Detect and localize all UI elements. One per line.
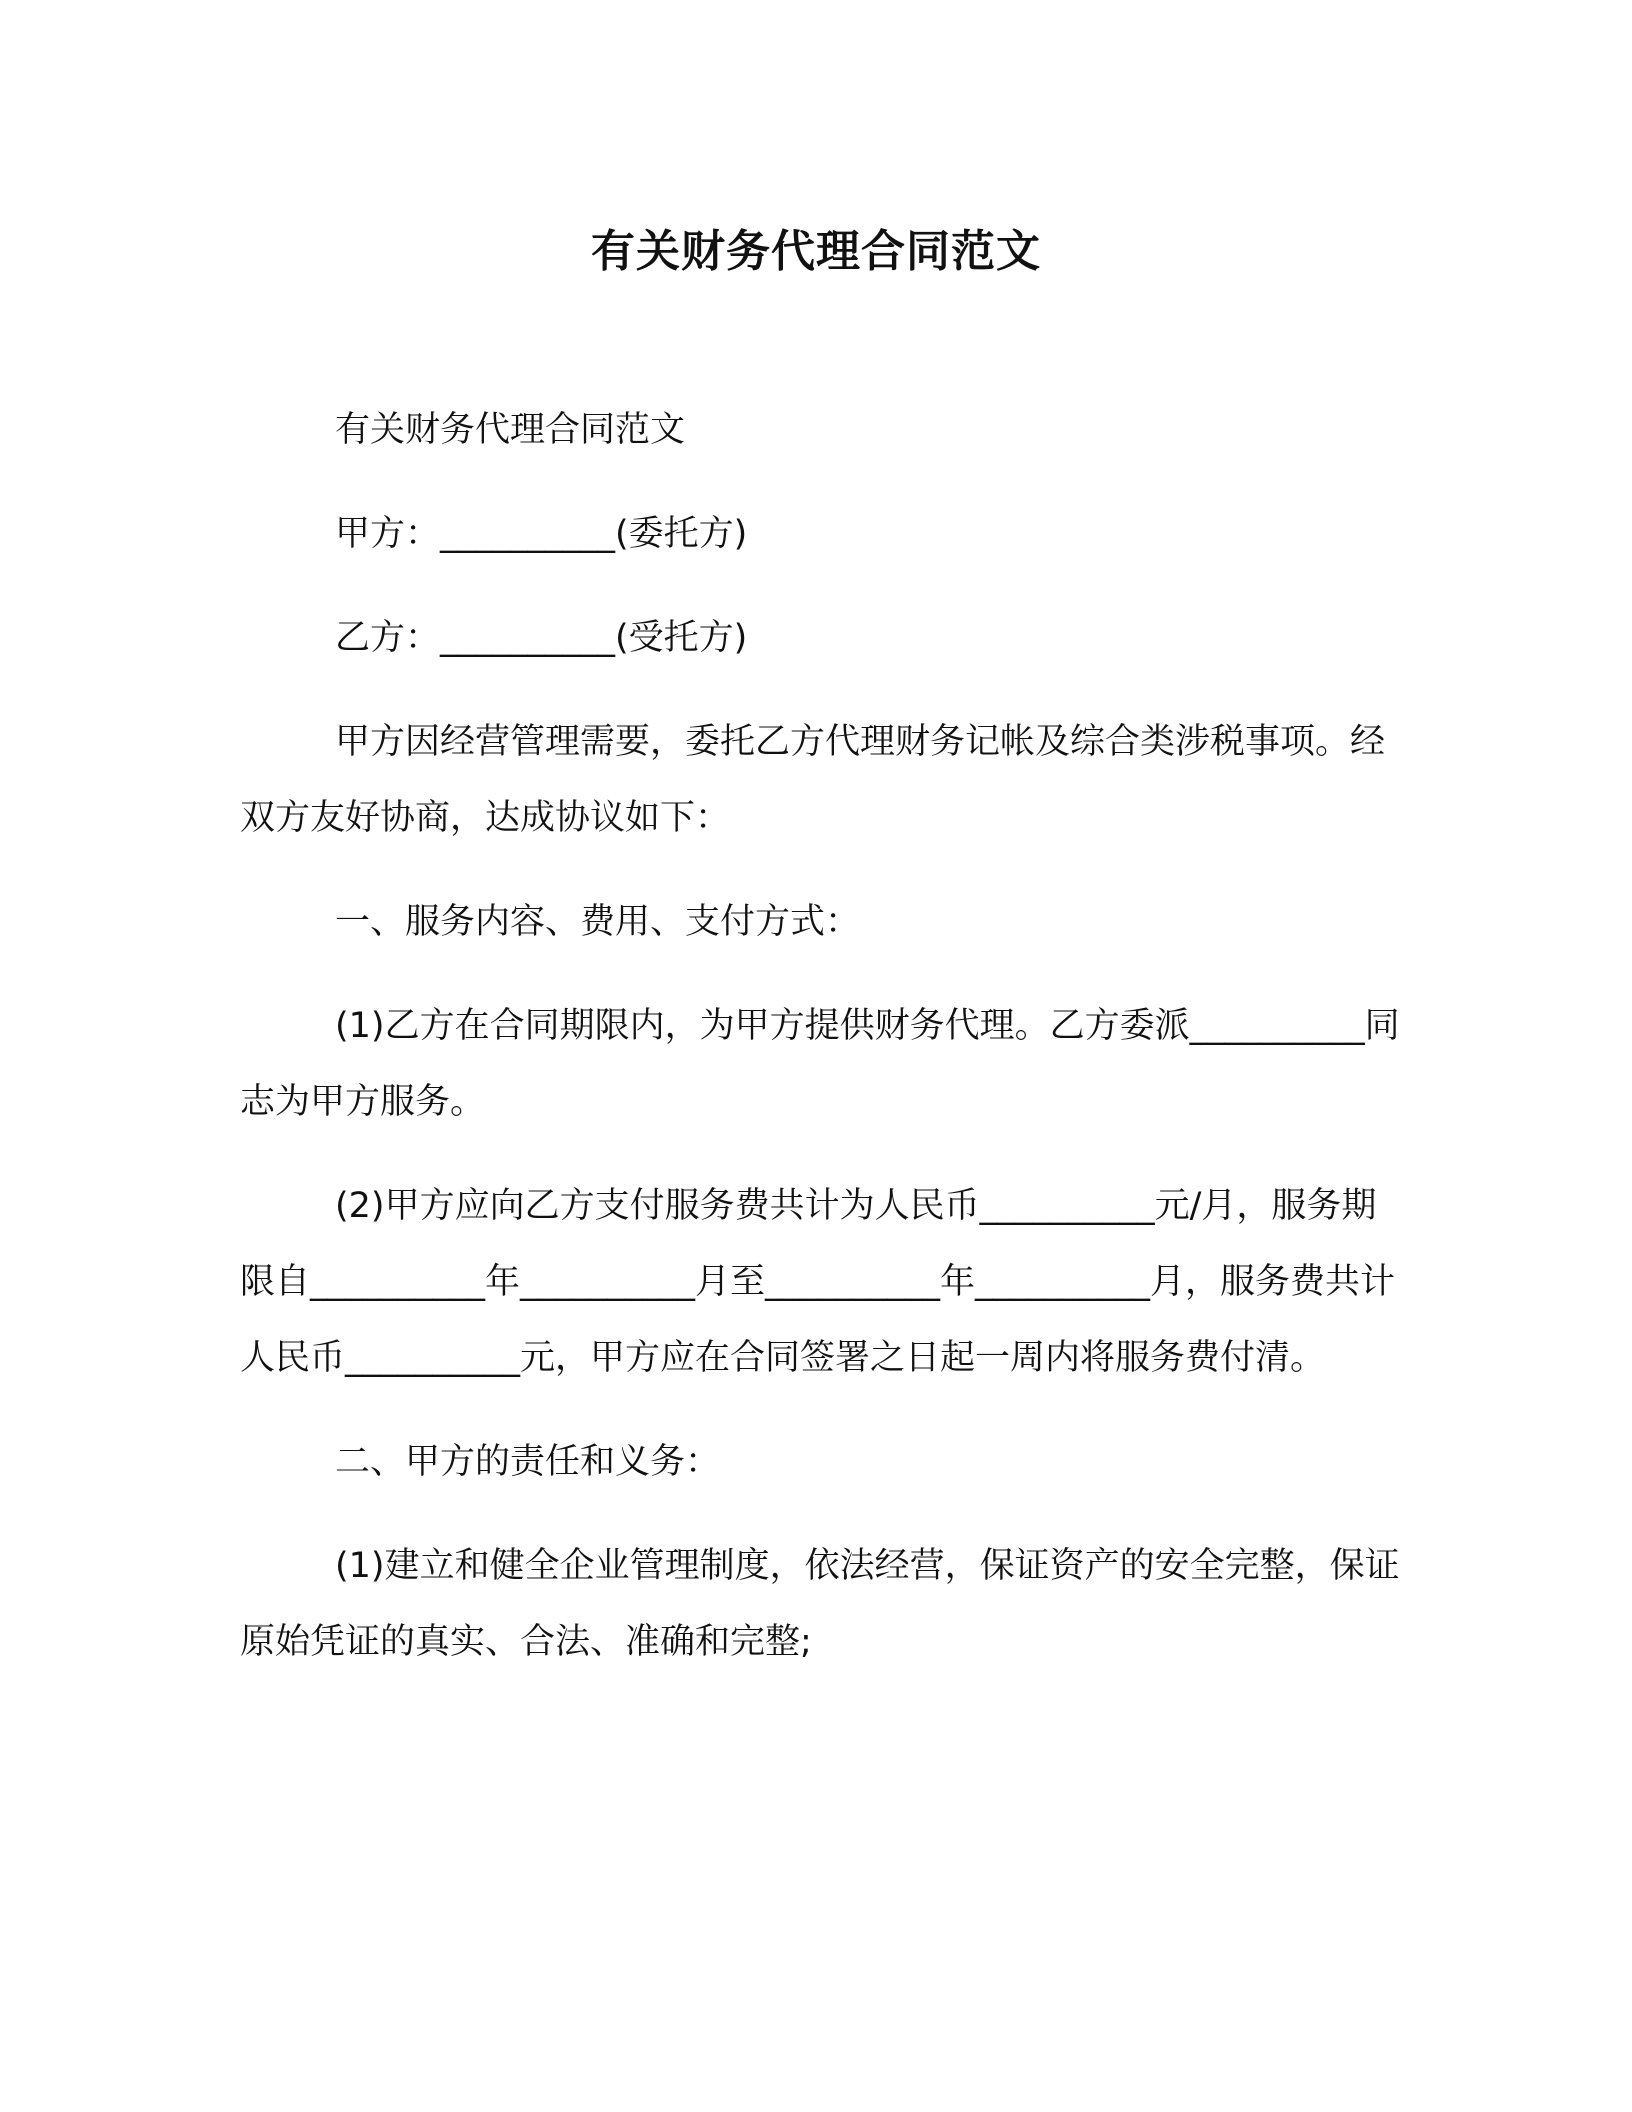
document-body [240, 392, 1406, 1708]
paragraph-section-2-heading: 二、甲方的责任和义务： [335, 1442, 721, 1482]
paragraph-preamble: 甲方因经营管理需要，委托乙方代理财务记帐及综合类涉税事项。经双方友好协商，达成协议如下： [240, 722, 1386, 838]
paragraph-section-2-item-1: (1)建立和健全企业管理制度，依法经营，保证资产的安全完整，保证原始凭证的真实、合法、准确和完整; [240, 1546, 1400, 1662]
document-title: 有关财务代理合同范文 [591, 226, 1041, 277]
paragraph-party-b: 乙方：__________(受托方) [335, 618, 748, 658]
paragraph-section-1-item-1: (1)乙方在合同期限内，为甲方提供财务代理。乙方委派__________同志为甲方服务。 [240, 1006, 1400, 1122]
paragraph-section-1-item-2: (2)甲方应向乙方支付服务费共计为人民币__________元/月，服务期限自__________年__________月至__________年__________月，服务费共计人民币__________元，甲方应在合同签署之日起一周内将服务费付清。 [240, 1186, 1396, 1378]
paragraph-party-a: 甲方：__________(委托方) [335, 514, 748, 554]
paragraph-heading: 有关财务代理合同范文 [335, 410, 686, 450]
paragraph-section-1-heading: 一、服务内容、费用、支付方式： [335, 902, 861, 942]
